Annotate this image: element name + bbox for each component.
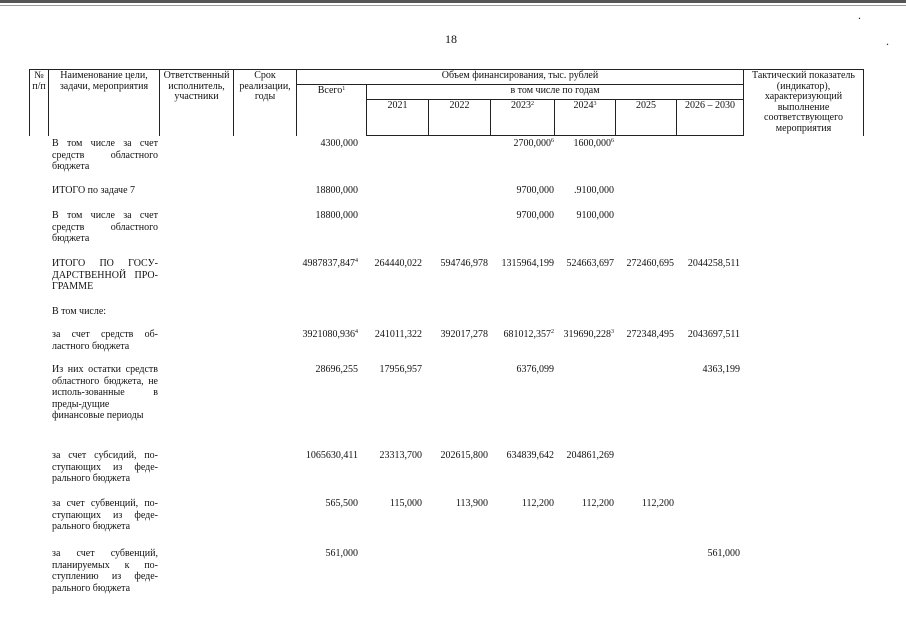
row-name: за счет субвенций, по-ступающих из феде-рального бюджета xyxy=(52,498,158,532)
cell-2023: 9700,000 xyxy=(516,185,554,196)
cell-2023: 2700,000$^6$ xyxy=(513,138,554,149)
cell-total: 3921080,936$^4$ xyxy=(302,329,358,340)
header-indicator: Тактический показатель (индикатор), характеризующий выполнение соответствующего мероприятия xyxy=(744,70,864,136)
cell-2024: 9100,000 xyxy=(576,210,614,221)
cell-2022: 202615,800 xyxy=(440,450,488,461)
cell-2021: 23313,700 xyxy=(379,450,422,461)
cell-2024: 112,200 xyxy=(581,498,614,509)
cell-total: 28696,255 xyxy=(315,364,358,375)
cell-2023: 6376,099 xyxy=(516,364,554,375)
corner-mark: . xyxy=(858,8,861,22)
cell-total: 4987837,847$^4$ xyxy=(302,258,358,269)
header-total: Всего$^1$ xyxy=(297,85,367,136)
cell-2022: 113,900 xyxy=(455,498,488,509)
row-name: за счет средств об-ластного бюджета xyxy=(52,329,158,352)
page-number: 18 xyxy=(445,32,457,46)
row-name: ИТОГО по задаче 7 xyxy=(52,185,136,196)
cell-2021: 241011,322 xyxy=(374,329,422,340)
header-year-2026-2030: 2026 – 2030 xyxy=(677,100,744,136)
cell-2026-2030: 561,000 xyxy=(707,548,740,559)
cell-2023: 112,200 xyxy=(521,498,554,509)
cell-2025: 272460,695 xyxy=(626,258,674,269)
cell-2023: 9700,000 xyxy=(516,210,554,221)
cell-total: 1065630,411 xyxy=(305,450,358,461)
cell-2022: 594746,978 xyxy=(440,258,488,269)
row-name: за счет субсидий, по-ступающих из феде-рального бюджета xyxy=(52,450,158,484)
cell-2024: 1600,000$^6$ xyxy=(573,138,614,149)
cell-2025: 112,200 xyxy=(641,498,674,509)
table-header xyxy=(29,69,864,136)
corner-mark: . xyxy=(886,34,889,48)
cell-2021: 115,000 xyxy=(389,498,422,509)
header-year-2024: 2024$^3$ xyxy=(555,100,616,136)
cell-2023: 634839,642 xyxy=(506,450,554,461)
scan-top-border-thin xyxy=(0,5,906,6)
cell-total: 18800,000 xyxy=(315,210,358,221)
header-responsible: Ответственный исполнитель, участники xyxy=(160,70,234,136)
cell-2022: 392017,278 xyxy=(440,329,488,340)
cell-2026-2030: 4363,199 xyxy=(702,364,740,375)
cell-2023: 681012,357$^2$ xyxy=(503,329,554,340)
cell-2026-2030: 2044258,511 xyxy=(687,258,740,269)
cell-2024: 319690,228$^3$ xyxy=(563,329,614,340)
cell-2026-2030: 2043697,511 xyxy=(687,329,740,340)
row-name: ИТОГО ПО ГОСУ-ДАРСТВЕННОЙ ПРО-ГРАММЕ xyxy=(52,258,158,292)
header-year-2025: 2025 xyxy=(616,100,677,136)
cell-total: 565,500 xyxy=(325,498,358,509)
cell-2025: 272348,495 xyxy=(626,329,674,340)
cell-total: 561,000 xyxy=(325,548,358,559)
row-name: В том числе за счет средств областного бюджета xyxy=(52,138,158,172)
row-name: Из них остатки средств областного бюджета, не исполь-зованные в преды-дущие финансовые периоды xyxy=(52,364,158,421)
cell-2024: .9100,000 xyxy=(574,185,614,196)
header-name: Наименование цели, задачи, мероприятия xyxy=(49,70,160,136)
row-name: В том числе за счет средств областного бюджета xyxy=(52,210,158,244)
cell-total: 18800,000 xyxy=(315,185,358,196)
row-name: В том числе: xyxy=(52,306,107,317)
cell-2021: 17956,957 xyxy=(379,364,422,375)
header-term: Срок реализации, годы xyxy=(234,70,297,136)
header-year-2021: 2021 xyxy=(367,100,429,136)
header-year-2022: 2022 xyxy=(429,100,491,136)
header-by-years: в том числе по годам xyxy=(367,85,744,100)
header-volume: Объем финансирования, тыс. рублей xyxy=(297,70,744,85)
cell-total: 4300,000 xyxy=(320,138,358,149)
scan-top-border xyxy=(0,0,906,3)
header-year-2023: 2023$^2$ xyxy=(491,100,555,136)
cell-2023: 1315964,199 xyxy=(501,258,554,269)
row-name: за счет субвенций, планируемых к по-ступлению из феде-рального бюджета xyxy=(52,548,158,594)
cell-2024: 204861,269 xyxy=(566,450,614,461)
cell-2021: 264440,022 xyxy=(374,258,422,269)
header-num: № п/п xyxy=(30,70,49,136)
cell-2024: 524663,697 xyxy=(566,258,614,269)
